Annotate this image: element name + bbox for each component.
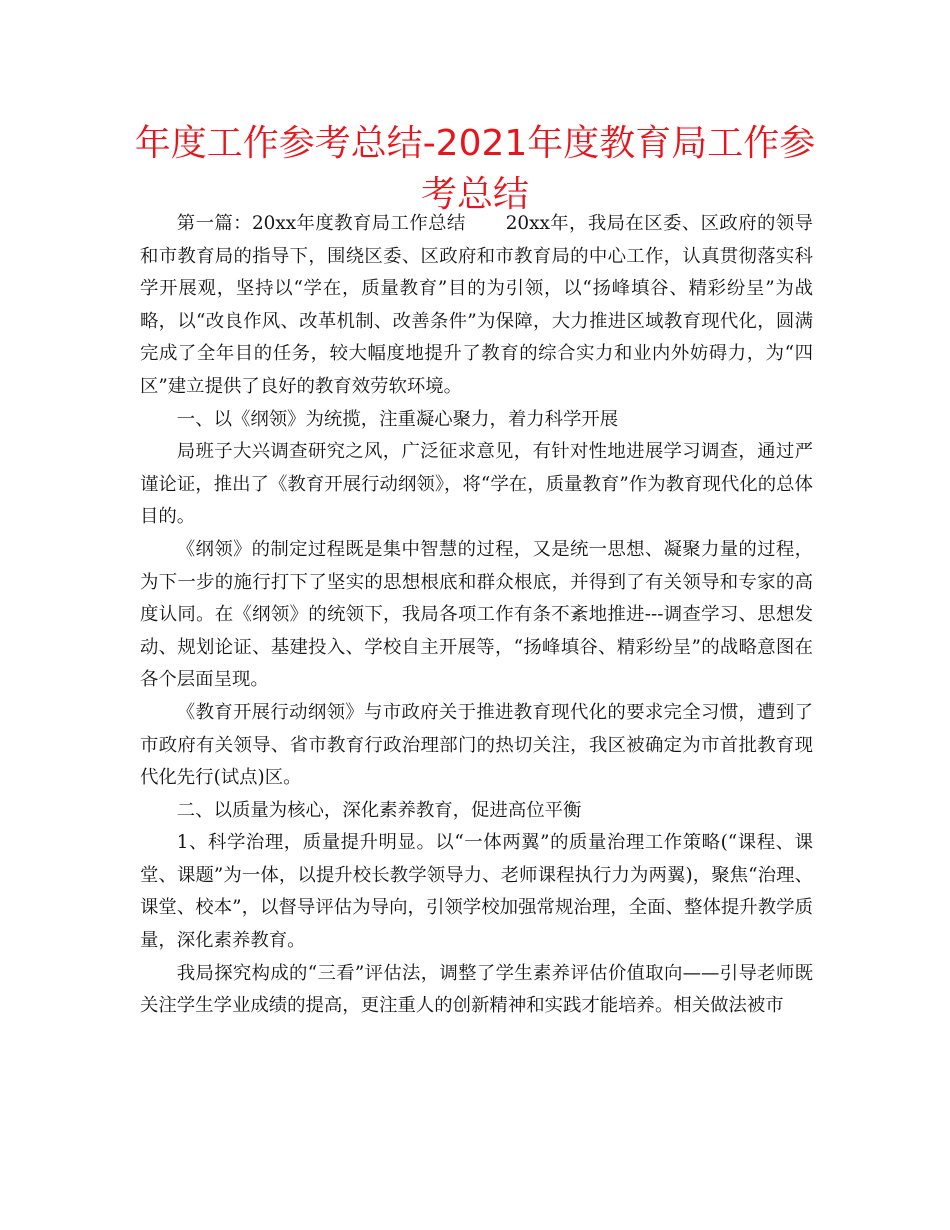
document-title: 年度工作参考总结-2021年度教育局工作参考总结 <box>134 123 816 215</box>
paragraph-text: 20xx年，我局在区委、区政府的领导和市教育局的指导下，围绕区委、区政府和市教育局的中心工作，认真贯彻落实科学开展观，坚持以“学在，质量教育”目的为引领，以“扬峰填谷、精彩纷呈”为战略，以“改良作风、改革机制、改善条件”为保障，大力推进区域教育现代化，圆满完成了全年目的任务，较大幅度地提升了教育的综合实力和业内外妨碍力，为“四区”建立提供了良好的教育效劳软环境。 <box>140 213 813 397</box>
paragraph-text: 局班子大兴调查研究之风，广泛征求意见，有针对性地进展学习调查，通过严谨论证，推出了《教育开展行动纲领》，将“学在，质量教育”作为教育现代化的总体目的。 <box>140 441 813 528</box>
paragraph-intro <box>140 208 813 404</box>
paragraph-text: 《纲领》的制定过程既是集中智慧的过程，又是统一思想、凝聚力量的过程，为下一步的施行打下了坚实的思想根底和群众根底，并得到了有关领导和专家的高度认同。在《纲领》的统领下，我局各项工作有条不紊地推进---调查学习、思想发动、规划论证、基建投入、学校自主开展等，“扬峰填谷、精彩纷呈”的战略意图在各个层面呈现。 <box>140 538 813 691</box>
section-heading: 一、以《纲领》为统揽，注重凝心聚力，着力科学开展 <box>176 408 619 430</box>
paragraph-text: 《教育开展行动纲领》与市政府关于推进教育现代化的要求完全习惯，遭到了市政府有关领导、省市教育行政治理部门的热切关注，我区被确定为市首批教育现代化先行(试点)区。 <box>140 701 813 789</box>
document-body <box>140 208 813 1023</box>
section-heading: 二、以质量为核心，深化素养教育，促进高位平衡 <box>176 799 582 821</box>
paragraph-text: 我局探究构成的“三看”评估法，调整了学生素养评估价值取向——引导老师既关注学生学业成绩的提高，更注重人的创新精神和实践才能培养。相关做法被市 <box>140 962 813 1017</box>
paragraph-text: 1、科学治理，质量提升明显。以“一体两翼”的质量治理工作策略(“课程、课堂、课题”为一体，以提升校长教学领导力、老师课程执行力为两翼)，聚焦“治理、课堂、校本”，以督导评估为导向，引领学校加强常规治理，全面、整体提升教学质量，深化素养教育。 <box>140 832 813 952</box>
first-heading: 第一篇：20xx年度教育局工作总结 <box>176 213 466 234</box>
